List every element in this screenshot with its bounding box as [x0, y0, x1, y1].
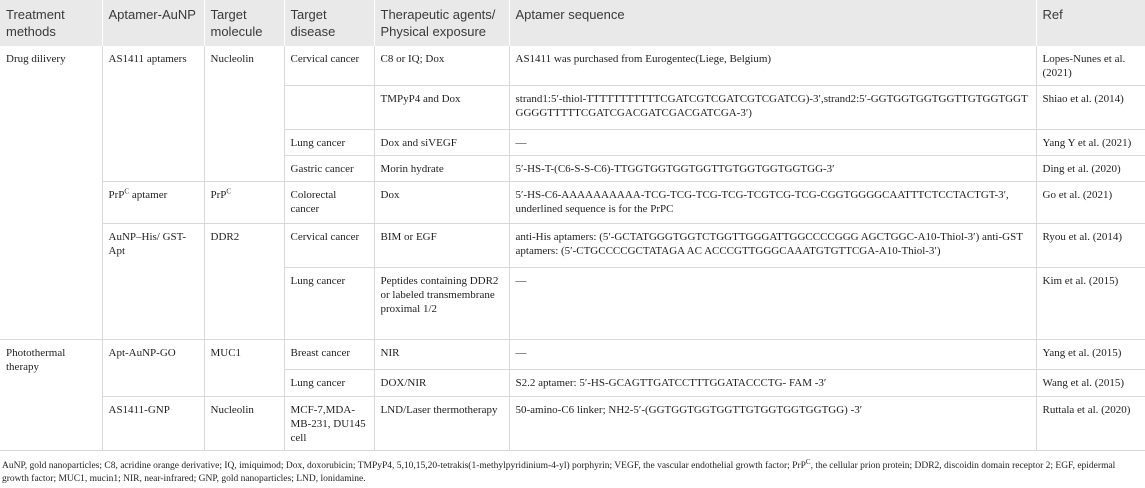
cell-sequence: 50-amino-C6 linker; NH2-5′-(GGTGGTGGTGGTTGTGGTGGTGGTGG) -3′: [509, 397, 1036, 451]
cell-molecule-nucleolin: Nucleolin: [204, 397, 284, 451]
cell-ref: Go et al. (2021): [1036, 182, 1145, 224]
cell-agents: Dox: [374, 182, 509, 224]
header-target-molecule: Target molecule: [204, 0, 284, 46]
cell-disease: Breast cancer: [284, 340, 374, 370]
cell-aptamer-as1411: AS1411 aptamers: [102, 46, 204, 182]
cell-agents: DOX/NIR: [374, 370, 509, 397]
cell-ref: Ruttala et al. (2020): [1036, 397, 1145, 451]
cell-agents: TMPyP4 and Dox: [374, 86, 509, 130]
cell-molecule-nucleolin: Nucleolin: [204, 46, 284, 182]
cell-ref: Kim et al. (2015): [1036, 268, 1145, 340]
cell-disease: Gastric cancer: [284, 156, 374, 182]
cell-disease: Colorectal cancer: [284, 182, 374, 224]
cell-aptamer-as1411-gnp: AS1411-GNP: [102, 397, 204, 451]
cell-disease: Lung cancer: [284, 370, 374, 397]
cell-sequence: —: [509, 268, 1036, 340]
cell-aptamer-aunp-his: AuNP–His/ GST-Apt: [102, 224, 204, 340]
cell-ref: Wang et al. (2015): [1036, 370, 1145, 397]
cell-sequence: 5′-HS-C6-AAAAAAAAAA-TCG-TCG-TCG-TCG-TCGTCG-TCG-CGGTGGGGCAATTTCTCCTACTGT-3′, underlined sequence is for the PrPC: [509, 182, 1036, 224]
cell-agents: C8 or IQ; Dox: [374, 46, 509, 86]
cell-ref: Yang Y et al. (2021): [1036, 130, 1145, 156]
cell-sequence: —: [509, 130, 1036, 156]
cell-agents: NIR: [374, 340, 509, 370]
cell-aptamer-prpc: PrP$^C$ aptamer: [102, 182, 204, 224]
cell-molecule-muc1: MUC1: [204, 340, 284, 397]
cell-ref: Lopes-Nunes et al. (2021): [1036, 46, 1145, 86]
header-aptamer: Aptamer-AuNP: [102, 0, 204, 46]
table-row: [0, 224, 1145, 268]
cell-ref: Shiao et al. (2014): [1036, 86, 1145, 130]
cell-agents: LND/Laser thermotherapy: [374, 397, 509, 451]
cell-ref: Yang et al. (2015): [1036, 340, 1145, 370]
header-treatment: Treatment methods: [0, 0, 102, 46]
cell-agents: BIM or EGF: [374, 224, 509, 268]
cell-disease: Cervical cancer: [284, 46, 374, 86]
table-row: [0, 46, 1145, 86]
table-row: [0, 182, 1145, 224]
cell-sequence: strand1:5′-thiol-TTTTTTTTTTTCGATCGTCGATCGTCGATCG)-3′,strand2:5′-GGTGGTGGTGGTTGTGGTGGTGGGGTTTTTCGATCGACGATCGACGATCGA-3′): [509, 86, 1036, 130]
cell-treatment-photothermal: Photothermal therapy: [0, 340, 102, 451]
cell-agents: Morin hydrate: [374, 156, 509, 182]
cell-ref: Ryou et al. (2014): [1036, 224, 1145, 268]
cell-agents: Dox and siVEGF: [374, 130, 509, 156]
cell-disease: Cervical cancer: [284, 224, 374, 268]
cell-disease: Lung cancer: [284, 130, 374, 156]
table-footnote: AuNP, gold nanoparticles; C8, acridine orange derivative; IQ, imiquimod; Dox, doxorubicin; TMPyP4, 5,10,15,20-tetrakis(1-methylpyridinium-4-yl) porphyrin; VEGF, the vascular endothelial growth factor; PrP$^C$, the cellular prion protein; DDR2, discoidin domain receptor 2; EGF, epidermal growth factor; MUC1, mucin1; NIR, near-infrared; GNP, gold nanoparticles; LND, lonidamine.: [2, 457, 1116, 484]
cell-sequence: anti-His aptamers: (5′-GCTATGGGTGGTCTGGTTGGGATTGGCCCCGGG AGCTGGC-A10-Thiol-3′) anti-GST aptamers: (5′-CTGCCCCGCTATAGA AC ACCCGTTGGGCAAATGTGTTCGA-A10-Thiol-3′): [509, 224, 1036, 268]
cell-ref: Ding et al. (2020): [1036, 156, 1145, 182]
header-ref: Ref: [1036, 0, 1145, 46]
cell-disease: Lung cancer: [284, 268, 374, 340]
cell-treatment-drug-delivery: Drug dilivery: [0, 46, 102, 340]
cell-sequence: 5′-HS-T-(C6-S-S-C6)-TTGGTGGTGGTGGTTGTGGTGGTGGTGG-3′: [509, 156, 1036, 182]
cell-aptamer-apt-aunp-go: Apt-AuNP-GO: [102, 340, 204, 397]
cell-sequence: —: [509, 340, 1036, 370]
cell-disease: MCF-7,MDA-MB-231, DU145 cell: [284, 397, 374, 451]
cell-molecule-ddr2: DDR2: [204, 224, 284, 340]
header-sequence: Aptamer sequence: [509, 0, 1036, 46]
cell-sequence: AS1411 was purchased from Eurogentec(Liege, Belgium): [509, 46, 1036, 86]
table-row: [0, 340, 1145, 370]
table-header-row: [0, 0, 1145, 46]
cell-disease: [284, 86, 374, 130]
cell-molecule-prpc: PrP$^C$: [204, 182, 284, 224]
cell-agents: Peptides containing DDR2 or labeled transmembrane proximal 1/2: [374, 268, 509, 340]
header-agents: Therapeutic agents/ Physical exposure: [374, 0, 509, 46]
table-row: [0, 397, 1145, 451]
header-target-disease: Target disease: [284, 0, 374, 46]
cell-sequence: S2.2 aptamer: 5′-HS-GCAGTTGATCCTTTGGATACCCTG- FAM -3′: [509, 370, 1036, 397]
